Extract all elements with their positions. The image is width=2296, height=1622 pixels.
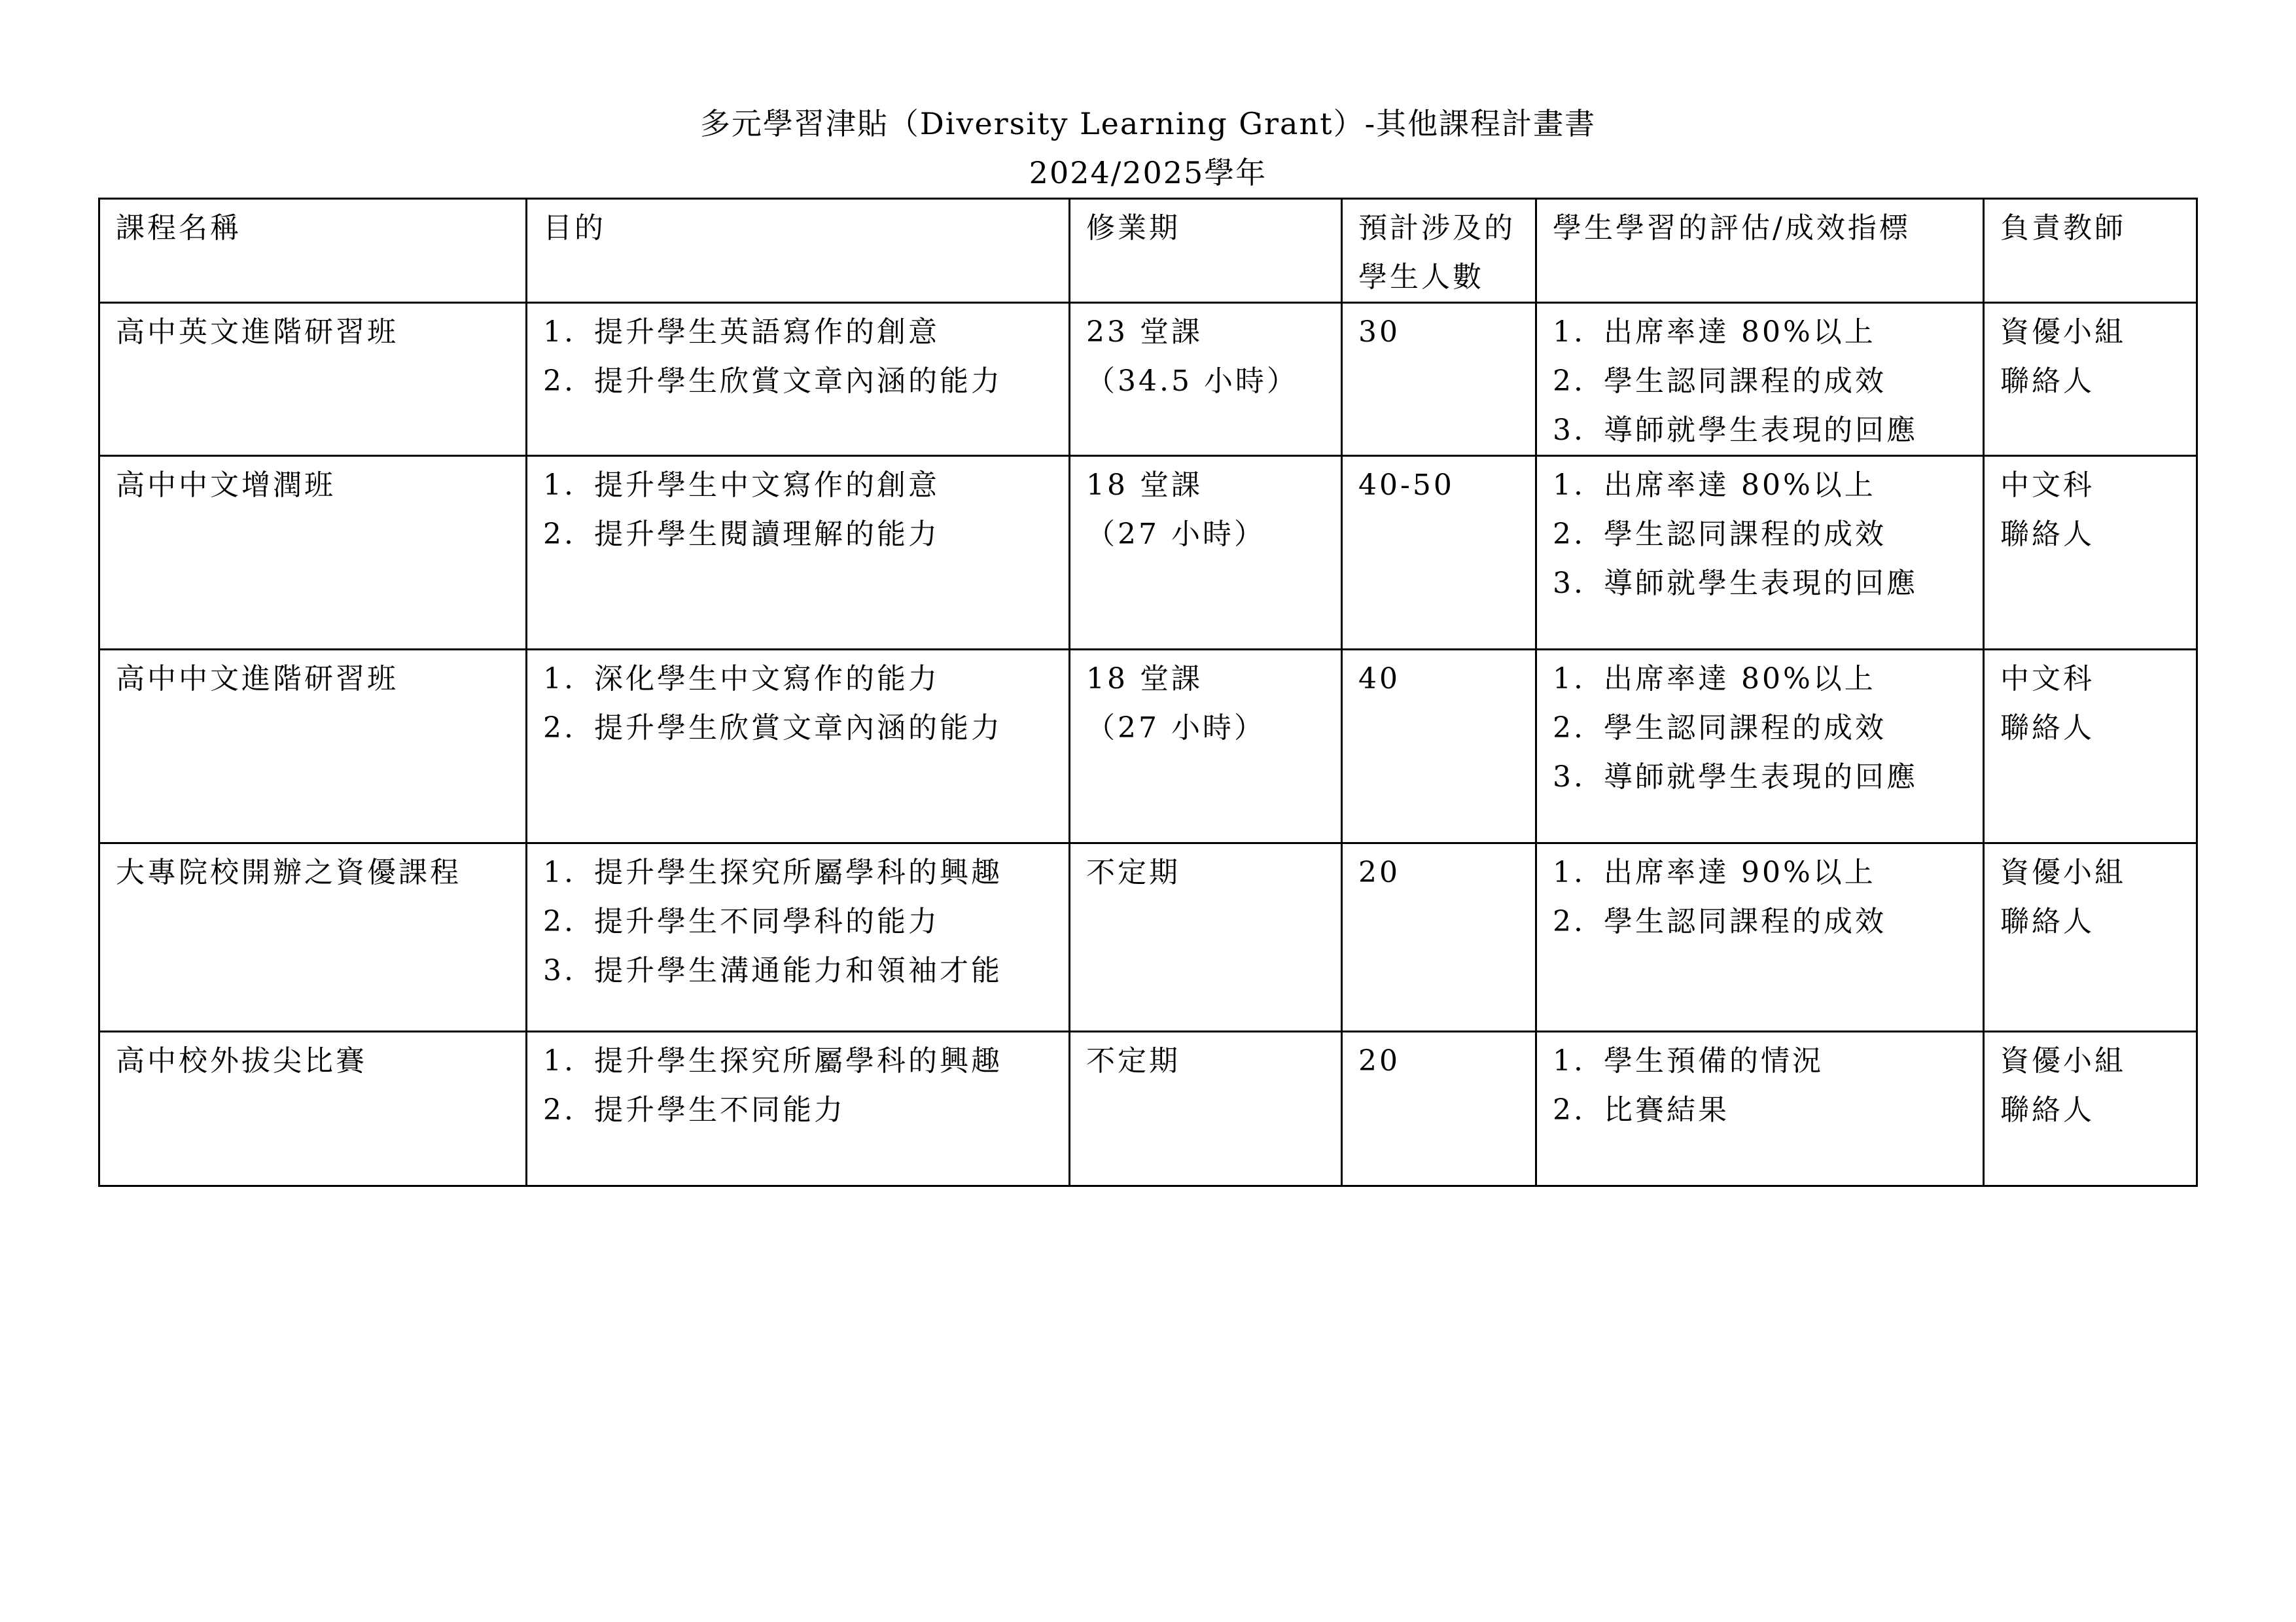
teacher-line1: 中文科 <box>2000 468 2094 502</box>
assessment-item: 3. 導師就學生表現的回應 <box>1553 414 1918 447</box>
assessment-text: 導師就學生表現的回應 <box>1604 760 1918 794</box>
teacher-cell <box>1984 1032 2197 1186</box>
assessment-text: 導師就學生表現的回應 <box>1604 567 1918 600</box>
purpose-text: 提升學生探究所屬學科的興趣 <box>594 856 1002 889</box>
purpose-text: 提升學生溝通能力和領袖才能 <box>594 954 1002 987</box>
assessment-text: 學生認同課程的成效 <box>1604 518 1886 551</box>
purpose-item: 1. 提升學生探究所屬學科的興趣 <box>543 1044 1002 1078</box>
teacher-cell <box>1984 303 2197 456</box>
assessment-text: 出席率達 80%以上 <box>1604 662 1876 696</box>
purpose-item: 1. 提升學生中文寫作的創意 <box>543 468 940 502</box>
assessment-text: 比賽結果 <box>1604 1093 1729 1127</box>
teacher-line2: 聯絡人 <box>2000 1093 2094 1127</box>
table-row <box>99 650 2197 843</box>
purpose-cell <box>527 650 1070 843</box>
purpose-item: 1. 提升學生英語寫作的創意 <box>543 315 940 349</box>
header-students <box>1342 199 1536 303</box>
assessment-text: 出席率達 90%以上 <box>1604 856 1876 889</box>
purpose-text: 提升學生中文寫作的創意 <box>594 468 940 502</box>
students-cell: 20 <box>1342 1032 1536 1186</box>
course-name-cell: 高中中文增潤班 <box>99 456 527 650</box>
title-line-1: 多元學習津貼（Diversity Learning Grant）-其他課程計畫書 <box>699 106 1597 141</box>
duration-cell <box>1070 843 1342 1032</box>
purpose-item: 2. 提升學生欣賞文章內涵的能力 <box>543 711 1002 745</box>
course-name-cell: 高中中文進階研習班 <box>99 650 527 843</box>
teacher-cell <box>1984 843 2197 1032</box>
table-row <box>99 843 2197 1032</box>
purpose-text: 提升學生欣賞文章內涵的能力 <box>594 364 1002 398</box>
assessment-cell <box>1536 456 1984 650</box>
course-plan-table <box>98 198 2198 1187</box>
duration-line1: 不定期 <box>1086 856 1180 889</box>
purpose-cell <box>527 1032 1070 1186</box>
purpose-cell <box>527 456 1070 650</box>
assessment-item: 2. 學生認同課程的成效 <box>1553 905 1886 938</box>
assessment-item: 1. 出席率達 80%以上 <box>1553 662 1876 696</box>
assessment-cell <box>1536 1032 1984 1186</box>
table-row <box>99 1032 2197 1186</box>
assessment-text: 出席率達 80%以上 <box>1604 315 1876 349</box>
assessment-text: 學生認同課程的成效 <box>1604 364 1886 398</box>
header-teacher: 負責教師 <box>1984 199 2197 303</box>
teacher-line1: 中文科 <box>2000 662 2094 696</box>
duration-line1: 18 堂課 <box>1086 468 1203 502</box>
teacher-line1: 資優小組 <box>2000 1044 2126 1078</box>
title-line-2: 2024/2025學年 <box>1029 155 1267 190</box>
students-cell: 40-50 <box>1342 456 1536 650</box>
purpose-text: 提升學生探究所屬學科的興趣 <box>594 1044 1002 1078</box>
header-purpose: 目的 <box>527 199 1070 303</box>
duration-line2: （27 小時） <box>1086 518 1265 551</box>
purpose-item: 1. 深化學生中文寫作的能力 <box>543 662 940 696</box>
duration-line1: 23 堂課 <box>1086 315 1203 349</box>
teacher-cell <box>1984 456 2197 650</box>
table-header-row <box>99 199 2197 303</box>
assessment-text: 學生認同課程的成效 <box>1604 905 1886 938</box>
assessment-text: 學生認同課程的成效 <box>1604 711 1886 745</box>
students-cell: 40 <box>1342 650 1536 843</box>
assessment-cell <box>1536 650 1984 843</box>
duration-cell <box>1070 650 1342 843</box>
assessment-item: 2. 學生認同課程的成效 <box>1553 364 1886 398</box>
purpose-text: 深化學生中文寫作的能力 <box>594 662 940 696</box>
assessment-item: 2. 學生認同課程的成效 <box>1553 711 1886 745</box>
course-name-cell: 高中英文進階研習班 <box>99 303 527 456</box>
purpose-item: 2. 提升學生不同能力 <box>543 1093 845 1127</box>
assessment-text: 學生預備的情況 <box>1604 1044 1824 1078</box>
teacher-line2: 聯絡人 <box>2000 364 2094 398</box>
assessment-item: 1. 學生預備的情況 <box>1553 1044 1824 1078</box>
teacher-cell <box>1984 650 2197 843</box>
teacher-line2: 聯絡人 <box>2000 905 2094 938</box>
assessment-item: 2. 學生認同課程的成效 <box>1553 518 1886 551</box>
duration-cell <box>1070 303 1342 456</box>
duration-cell <box>1070 1032 1342 1186</box>
header-duration: 修業期 <box>1070 199 1342 303</box>
assessment-item: 3. 導師就學生表現的回應 <box>1553 567 1918 600</box>
assessment-item: 1. 出席率達 80%以上 <box>1553 468 1876 502</box>
purpose-item: 2. 提升學生欣賞文章內涵的能力 <box>543 364 1002 398</box>
assessment-item: 3. 導師就學生表現的回應 <box>1553 760 1918 794</box>
purpose-cell <box>527 843 1070 1032</box>
header-course-name: 課程名稱 <box>99 199 527 303</box>
purpose-text: 提升學生不同學科的能力 <box>594 905 940 938</box>
teacher-line2: 聯絡人 <box>2000 518 2094 551</box>
purpose-cell <box>527 303 1070 456</box>
purpose-item: 3. 提升學生溝通能力和領袖才能 <box>543 954 1002 987</box>
duration-line1: 不定期 <box>1086 1044 1180 1078</box>
purpose-item: 2. 提升學生不同學科的能力 <box>543 905 940 938</box>
assessment-item: 1. 出席率達 90%以上 <box>1553 856 1876 889</box>
table-row <box>99 303 2197 456</box>
purpose-text: 提升學生英語寫作的創意 <box>594 315 940 349</box>
purpose-item: 2. 提升學生閱讀理解的能力 <box>543 518 940 551</box>
duration-line2: （34.5 小時） <box>1086 364 1298 398</box>
table-row <box>99 456 2197 650</box>
duration-line2: （27 小時） <box>1086 711 1265 745</box>
assessment-text: 出席率達 80%以上 <box>1604 468 1876 502</box>
header-assessment: 學生學習的評估/成效指標 <box>1536 199 1984 303</box>
assessment-item: 1. 出席率達 80%以上 <box>1553 315 1876 349</box>
assessment-item: 2. 比賽結果 <box>1553 1093 1729 1127</box>
purpose-text: 提升學生不同能力 <box>594 1093 845 1127</box>
teacher-line1: 資優小組 <box>2000 315 2126 349</box>
duration-cell <box>1070 456 1342 650</box>
header-students-line2: 學生人數 <box>1358 260 1484 294</box>
course-name-cell: 高中校外拔尖比賽 <box>99 1032 527 1186</box>
assessment-cell <box>1536 303 1984 456</box>
course-name-cell: 大專院校開辦之資優課程 <box>99 843 527 1032</box>
teacher-line1: 資優小組 <box>2000 856 2126 889</box>
purpose-text: 提升學生閱讀理解的能力 <box>594 518 940 551</box>
header-students-line1: 預計涉及的 <box>1358 211 1515 245</box>
assessment-cell <box>1536 843 1984 1032</box>
teacher-line2: 聯絡人 <box>2000 711 2094 745</box>
purpose-text: 提升學生欣賞文章內涵的能力 <box>594 711 1002 745</box>
purpose-item: 1. 提升學生探究所屬學科的興趣 <box>543 856 1002 889</box>
students-cell: 30 <box>1342 303 1536 456</box>
assessment-text: 導師就學生表現的回應 <box>1604 414 1918 447</box>
students-cell: 20 <box>1342 843 1536 1032</box>
duration-line1: 18 堂課 <box>1086 662 1203 696</box>
